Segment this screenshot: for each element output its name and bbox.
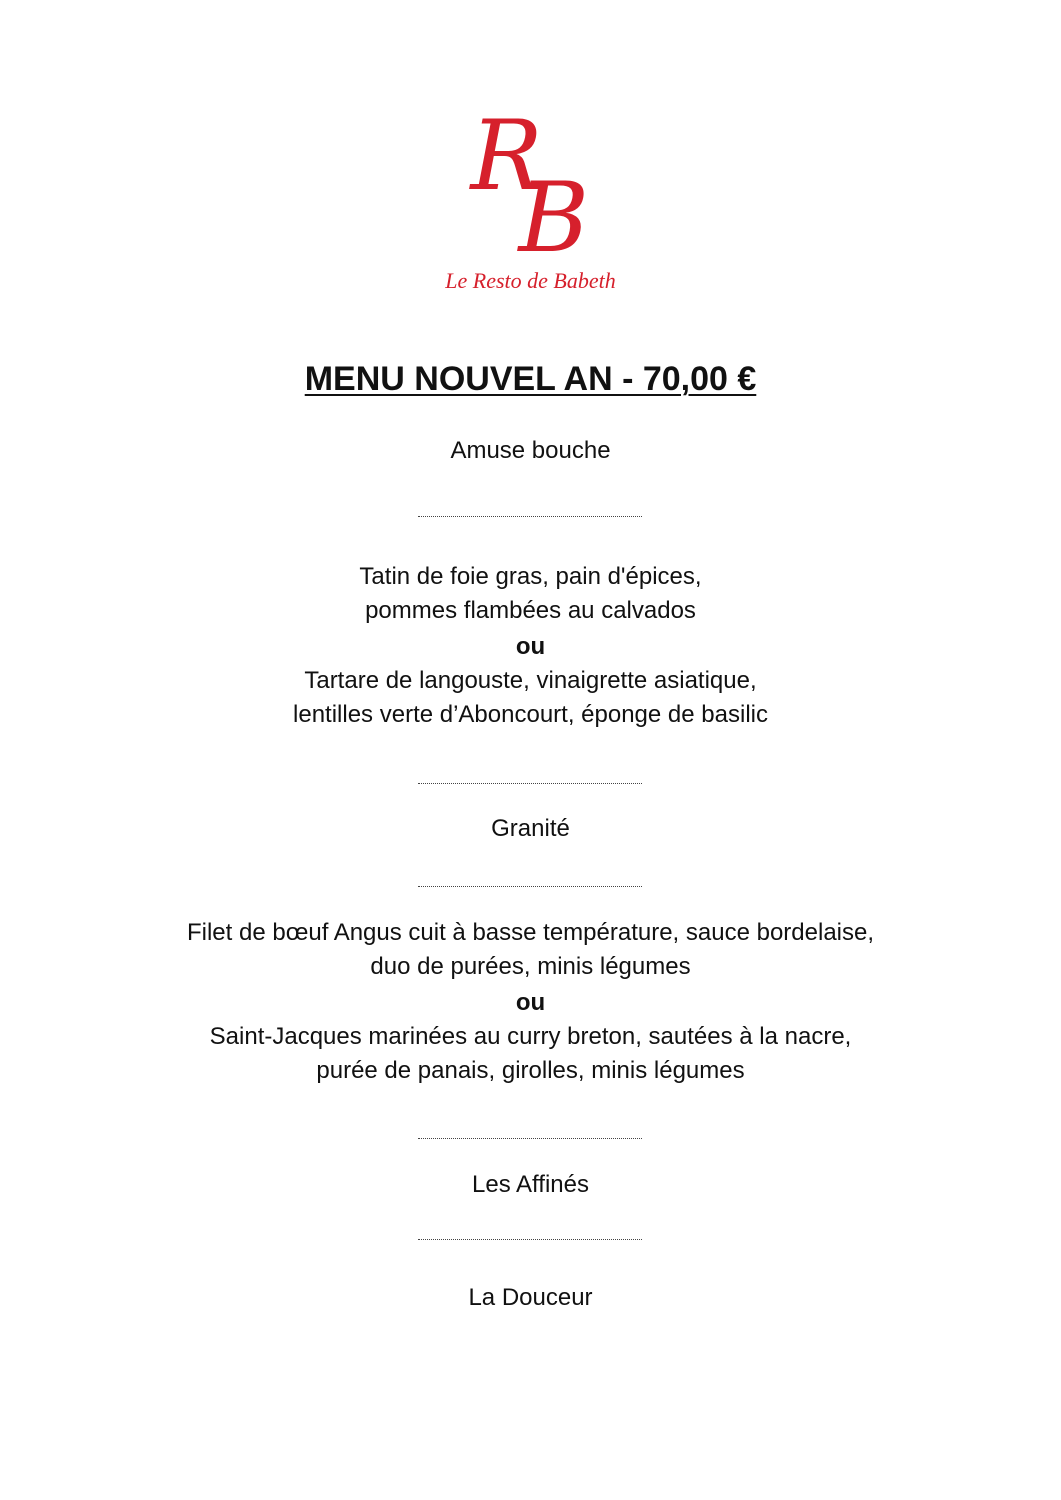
restaurant-name: Le Resto de Babeth [445, 268, 616, 293]
menu-title: MENU NOUVEL AN - 70,00 € [304, 360, 757, 398]
logo-letter-r: R [470, 100, 543, 212]
course-separator [418, 783, 642, 784]
logo [0, 100, 1061, 274]
course-separator [418, 1239, 642, 1240]
course-separator [418, 886, 642, 887]
logo-monogram [431, 100, 631, 274]
course-amuse-bouche: Amuse bouche [450, 437, 611, 464]
entree-1-line-1: Tatin de foie gras, pain d'épices, [359, 563, 702, 590]
entree-2-line-2: lentilles verte d’Aboncourt, éponge de basilic [293, 701, 768, 728]
plat-1-line-1: Filet de bœuf Angus cuit à basse température, sauce bordelaise, [186, 919, 875, 946]
entree-1-line-2: pommes flambées au calvados [365, 597, 696, 624]
or-label: ou [515, 989, 546, 1016]
entree-2-line-1: Tartare de langouste, vinaigrette asiatique, [304, 667, 757, 694]
course-separator [418, 1138, 642, 1139]
course-fromage: Les Affinés [472, 1171, 589, 1198]
plat-2-line-2: purée de panais, girolles, minis légumes [316, 1057, 745, 1084]
plat-2-line-1: Saint-Jacques marinées au curry breton, sautées à la nacre, [209, 1023, 852, 1050]
logo-letter-b: B [518, 162, 590, 274]
course-dessert: La Douceur [468, 1284, 593, 1311]
plat-1-line-2: duo de purées, minis légumes [370, 953, 691, 980]
or-label: ou [515, 633, 546, 660]
course-granite: Granité [491, 815, 570, 842]
course-separator [418, 516, 642, 517]
